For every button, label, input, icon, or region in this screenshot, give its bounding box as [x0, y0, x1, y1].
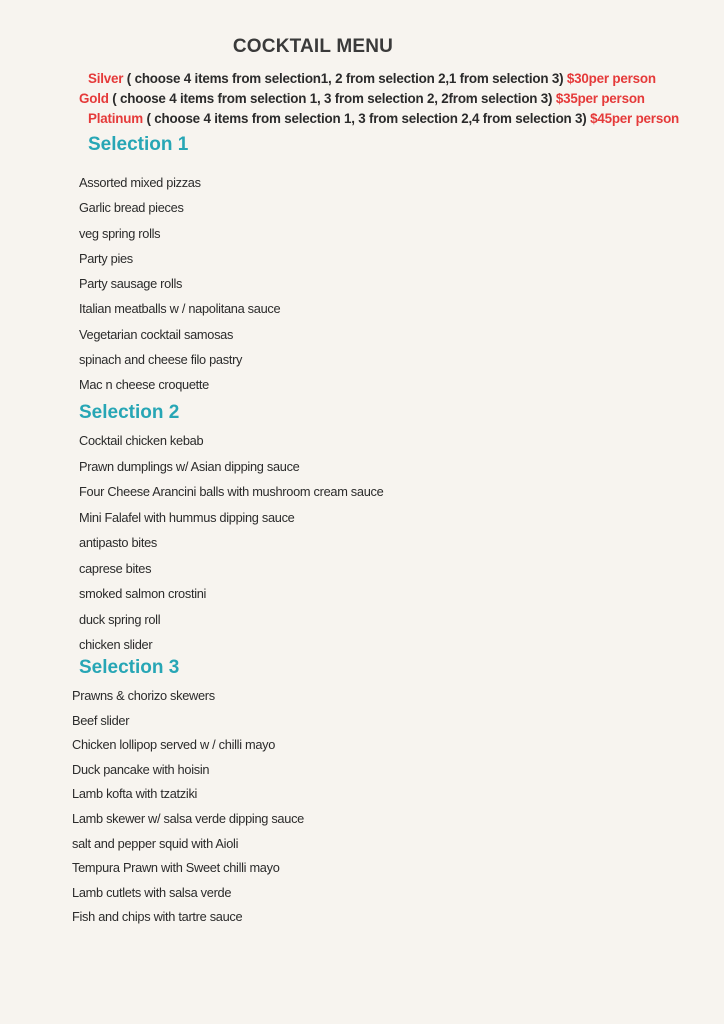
- list-item: Lamb cutlets with salsa verde: [72, 884, 232, 900]
- list-item: Mini Falafel with hummus dipping sauce: [79, 509, 295, 525]
- tier-name: Gold: [79, 91, 109, 106]
- list-item: Cocktail chicken kebab: [79, 433, 204, 448]
- menu-title: COCKTAIL MENU: [232, 36, 394, 57]
- list-item: Prawn dumplings w/ Asian dipping sauce: [79, 458, 300, 474]
- tier-price: $45per person: [590, 111, 680, 126]
- list-item: caprese bites: [79, 560, 152, 576]
- list-item: Fish and chips with tartre sauce: [72, 909, 243, 925]
- tier-price: $35per person: [555, 91, 645, 106]
- selection-3-list: [72, 688, 304, 934]
- selection-1-heading: Selection 1: [88, 134, 189, 155]
- list-item: Garlic bread pieces: [79, 200, 184, 216]
- list-item: spinach and cheese filo pastry: [79, 352, 243, 368]
- tier-price: $30per person: [566, 71, 656, 86]
- list-item: duck spring roll: [79, 611, 161, 627]
- list-item: salt and pepper squid with Aioli: [72, 835, 239, 851]
- list-item: Chicken lollipop served w / chilli mayo: [72, 737, 276, 753]
- list-item: Tempura Prawn with Sweet chilli mayo: [72, 860, 280, 876]
- list-item: Italian meatballs w / napolitana sauce: [79, 301, 281, 317]
- list-item: veg spring rolls: [79, 225, 161, 241]
- list-item: antipasto bites: [79, 535, 158, 550]
- tier-silver: [88, 71, 656, 86]
- tier-platinum: [88, 111, 679, 126]
- list-item: Lamb kofta with tzatziki: [72, 786, 198, 802]
- tier-gold: [79, 91, 645, 106]
- selection-2-heading: Selection 2: [79, 402, 180, 423]
- list-item: Beef slider: [72, 712, 130, 728]
- selection-2-list: [79, 433, 383, 663]
- selection-1-list: [79, 175, 280, 403]
- tier-description: ( choose 4 items from selection 1, 3 from selection 2,4 from selection 3): [142, 111, 591, 126]
- list-item: chicken slider: [79, 637, 153, 652]
- list-item: Prawns & chorizo skewers: [72, 688, 215, 703]
- list-item: smoked salmon crostini: [79, 586, 207, 601]
- selection-3-heading: Selection 3: [79, 657, 180, 678]
- tier-description: ( choose 4 items from selection1, 2 from selection 2,1 from selection 3): [123, 71, 567, 86]
- list-item: Vegetarian cocktail samosas: [79, 326, 234, 342]
- tier-name: Silver: [88, 71, 124, 86]
- list-item: Four Cheese Arancini balls with mushroom cream sauce: [79, 484, 384, 499]
- tier-description: ( choose 4 items from selection 1, 3 from selection 2, 2from selection 3): [108, 91, 556, 106]
- list-item: Party pies: [79, 250, 133, 266]
- list-item: Lamb skewer w/ salsa verde dipping sauce: [72, 810, 304, 826]
- list-item: Mac n cheese croquette: [79, 377, 209, 393]
- list-item: Duck pancake with hoisin: [72, 761, 210, 777]
- tier-name: Platinum: [88, 111, 143, 126]
- list-item: Party sausage rolls: [79, 276, 183, 292]
- list-item: Assorted mixed pizzas: [79, 175, 201, 190]
